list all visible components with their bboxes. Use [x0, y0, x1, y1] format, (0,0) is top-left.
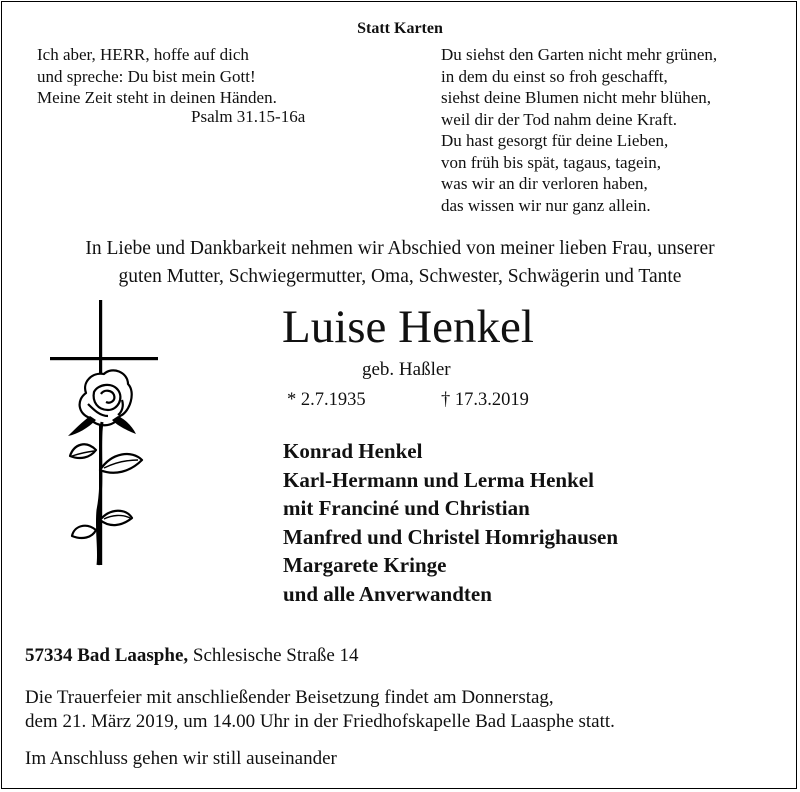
funeral-info — [25, 686, 615, 734]
right-verse-line: von früh bis spät, tagaus, tagein, — [441, 152, 662, 172]
address — [25, 645, 359, 667]
deceased-name: Luise Henkel — [282, 301, 534, 353]
intro-line: guten Mutter, Schwiegermutter, Oma, Schwester, Schwägerin und Tante — [118, 266, 682, 287]
address-street: Schlesische Straße 14 — [192, 645, 359, 666]
family-list — [283, 437, 618, 609]
left-verse-line: Ich aber, HERR, hoffe auf dich — [37, 45, 249, 64]
funeral-line: Die Trauerfeier mit anschließender Beisetzung findet am Donnerstag, — [25, 687, 554, 708]
family-member: Manfred und Christel Homrighausen — [283, 524, 619, 549]
right-verse-line: was wir an dir verloren haben, — [441, 174, 648, 193]
funeral-line: dem 21. März 2019, um 14.00 Uhr in der Friedhofskapelle Bad Laasphe statt. — [25, 711, 615, 732]
family-member: mit Franciné und Christian — [283, 496, 530, 521]
right-verse — [441, 44, 717, 216]
right-verse-line: Du hast gesorgt für deine Lieben, — [441, 131, 669, 150]
left-verse — [37, 44, 277, 109]
right-verse-line: siehst deine Blumen nicht mehr blühen, — [441, 88, 712, 107]
intro-text — [0, 235, 800, 291]
family-member: Margarete Kringe — [283, 553, 447, 578]
right-verse-line: weil dir der Tod nahm deine Kraft. — [441, 109, 677, 129]
right-verse-line: Du siehst den Garten nicht mehr grünen, — [441, 45, 718, 64]
intro-line: In Liebe und Dankbarkeit nehmen wir Abschied von meiner lieben Frau, unserer — [85, 238, 715, 259]
left-verse-line: und spreche: Du bist mein Gott! — [37, 66, 256, 86]
header-title: Statt Karten — [357, 20, 443, 37]
left-verse-line: Meine Zeit steht in deinen Händen. — [37, 88, 277, 107]
psalm-reference: Psalm 31.15-16a — [191, 107, 306, 126]
farewell-text: Im Anschluss gehen wir still auseinander — [25, 748, 337, 769]
death-date: † 17.3.2019 — [441, 390, 529, 410]
family-member: Konrad Henkel — [283, 439, 423, 463]
birth-date: * 2.7.1935 — [287, 390, 366, 410]
maiden-name: geb. Haßler — [362, 359, 451, 380]
family-member: und alle Anverwandten — [283, 581, 492, 606]
right-verse-line: das wissen wir nur ganz allein. — [441, 195, 651, 215]
address-city: 57334 Bad Laasphe, — [25, 645, 189, 666]
cross-with-rose-icon — [38, 300, 173, 570]
right-verse-line: in dem du einst so froh geschafft, — [441, 66, 668, 86]
family-member: Karl-Hermann und Lerma Henkel — [283, 467, 594, 492]
